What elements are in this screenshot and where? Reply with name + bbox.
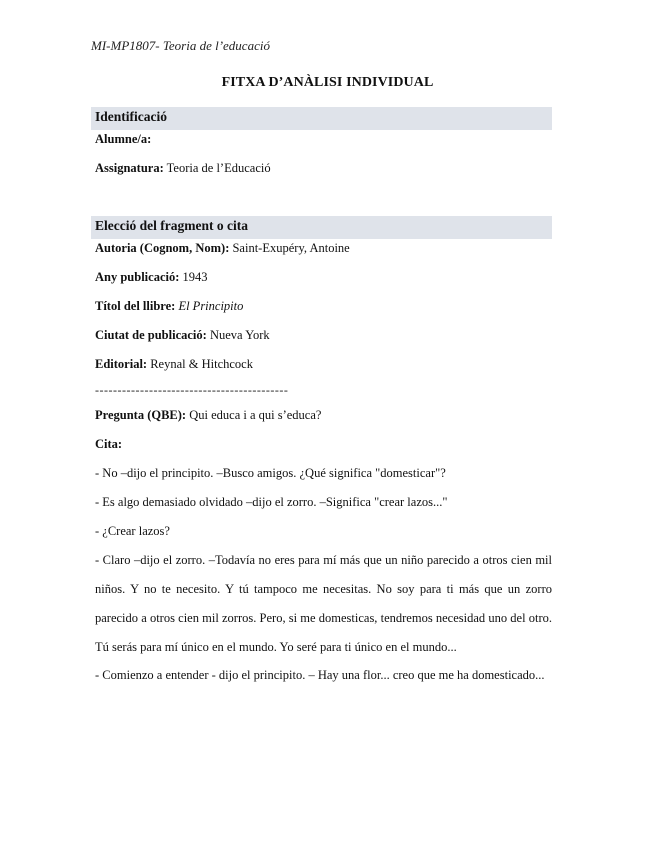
field-ciutat: [95, 328, 270, 343]
quote-paragraph-4: - Claro –dijo el zorro. –Todavía no eres para mí más que un niño parecido a otros cien mil niños. Y no te necesito. Y tú tampoco me necesitas. No soy para ti más que un zorro parecido a otros cien mil zorros. Pero, si me domesticas, tendremos necesidad uno del otro. Tú serás para mí único en el mundo. Yo seré para ti único en el mundo...: [95, 553, 552, 654]
field-alumne-label: Alumne/a:: [95, 132, 152, 146]
page-title: FITXA D’ANÀLISI INDIVIDUAL: [221, 75, 434, 90]
field-pregunta-value: Qui educa i a qui s’educa?: [189, 408, 322, 422]
quote-paragraph-5: - Comienzo a entender - dijo el principito. – Hay una flor... creo que me ha domesticado...: [95, 668, 545, 682]
section-heading-eleccio: Elecció del fragment o cita: [91, 216, 552, 239]
section-heading-identificacio: Identificació: [91, 107, 552, 130]
quote-line-2: - Es algo demasiado olvidado –dijo el zorro. –Significa "crear lazos...": [95, 495, 448, 509]
field-assignatura: [95, 161, 271, 176]
field-assignatura-value: Teoria de l’Educació: [166, 161, 271, 175]
separator-line: -------------------------------------------: [95, 383, 289, 397]
field-any-label: Any publicació:: [95, 270, 180, 284]
field-any: [95, 270, 208, 285]
field-titol-value: El Principito: [178, 299, 244, 313]
field-pregunta-label: Pregunta (QBE):: [95, 408, 187, 422]
field-ciutat-value: Nueva York: [209, 328, 270, 342]
field-titol-label: Títol del llibre:: [95, 299, 176, 313]
field-cita-label: Cita:: [95, 437, 123, 451]
field-autoria-value: Saint-Exupéry, Antoine: [232, 241, 350, 255]
field-editorial-label: Editorial:: [95, 357, 148, 371]
field-any-value: 1943: [182, 270, 208, 284]
page-header: MI-MP1807- Teoria de l’educació: [91, 38, 270, 53]
field-editorial: [95, 357, 253, 372]
field-alumne: [95, 132, 151, 147]
field-titol: [95, 299, 243, 314]
quote-line-1: - No –dijo el principito. –Busco amigos. ¿Qué significa "domesticar"?: [95, 466, 446, 480]
field-ciutat-label: Ciutat de publicació:: [95, 328, 207, 342]
quote-line-3: - ¿Crear lazos?: [95, 524, 170, 538]
field-editorial-value: Reynal & Hitchcock: [150, 357, 253, 371]
field-pregunta: [95, 408, 321, 423]
field-autoria: [95, 241, 350, 256]
field-autoria-label: Autoria (Cognom, Nom):: [95, 241, 230, 255]
field-cita: [95, 437, 122, 452]
field-assignatura-label: Assignatura:: [95, 161, 164, 175]
